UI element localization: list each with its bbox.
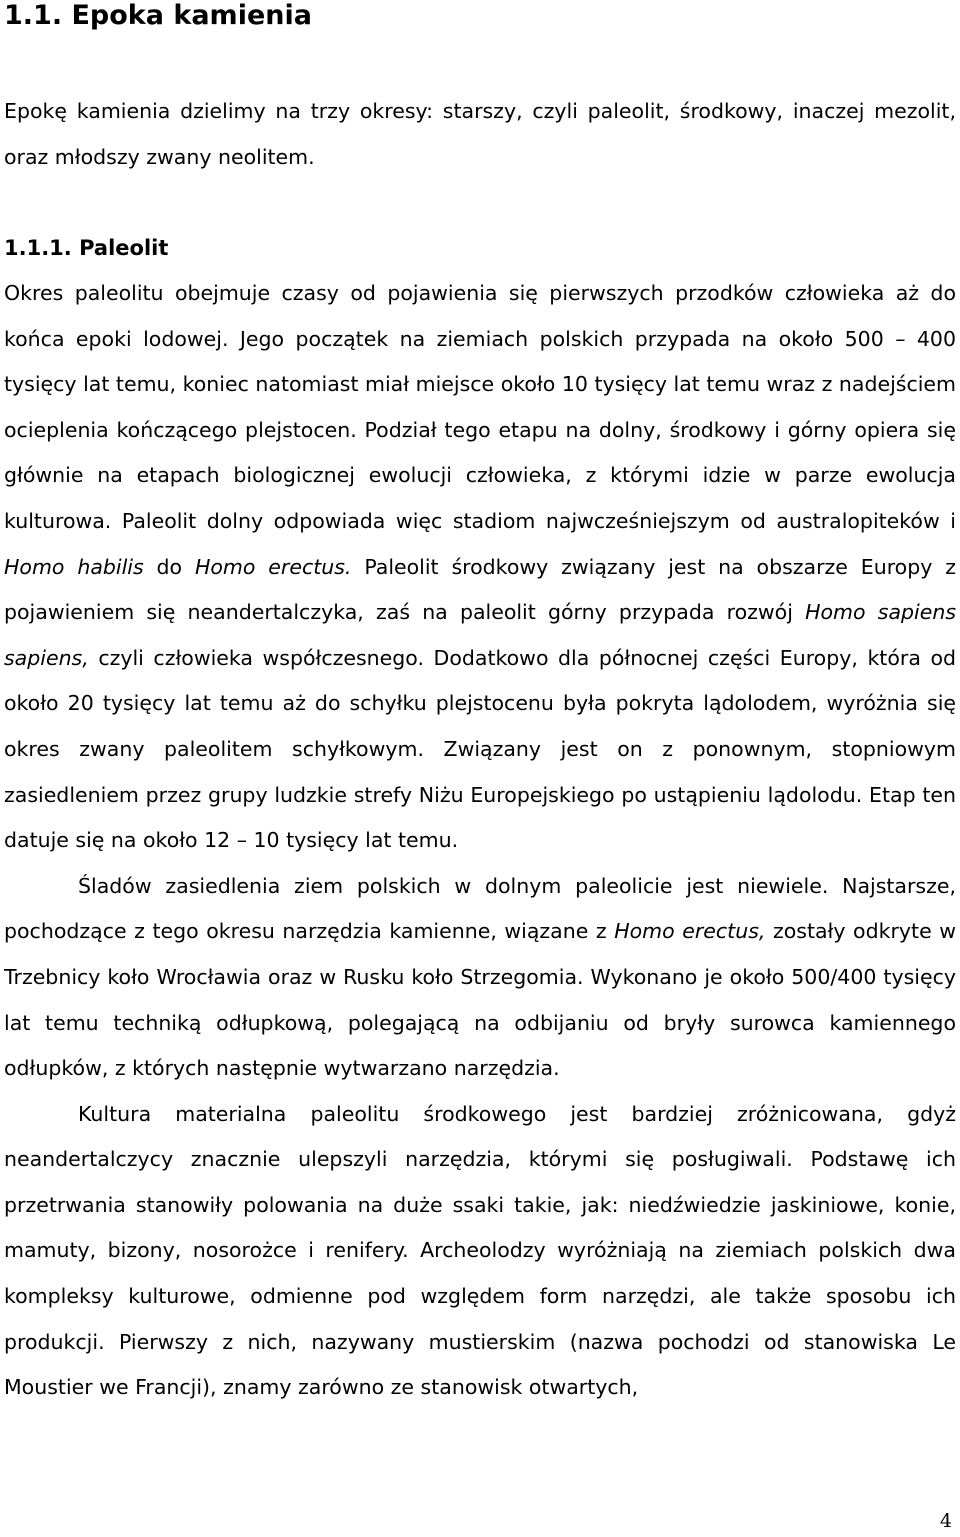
paragraph-1 bbox=[4, 271, 956, 864]
paragraph-1-text-2: do bbox=[143, 554, 195, 579]
intro-paragraph: Epokę kamienia dzielimy na trzy okresy: starszy, czyli paleolit, środkowy, inaczej mezolit, oraz młodszy zwany neolitem. bbox=[4, 99, 956, 169]
subsection-heading: 1.1.1. Paleolit bbox=[4, 236, 169, 260]
italic-homo-habilis: Homo habilis bbox=[4, 554, 144, 579]
paragraph-2-text-1: Śladów zasiedlenia ziem polskich w dolnym paleolicie jest niewiele. Najstarsze, pochodzące z tego okresu narzędzia kamienne, wiązane z bbox=[4, 873, 956, 944]
page-number: 4 bbox=[939, 1510, 952, 1532]
paragraph-2 bbox=[4, 864, 956, 1092]
italic-homo-erectus: Homo erectus. bbox=[194, 554, 352, 579]
italic-homo-sapiens: Homo sapiens sapiens, bbox=[4, 600, 956, 670]
paragraph-1-text-4: czyli człowieka współczesnego. Dodatkowo dla północnej części Europy, która od około 20 tysięcy lat temu aż do schyłku plejstocenu była pokryta lądolodem, wyróżnia się okres zwany paleolitem schyłkowym. Związany jest on z ponownym, stopniowym zasiedleniem przez grupy ludzkie strefy Niżu Europejskiego po ustąpieniu lądolodu. Etap ten datuje się na około 12 – 10 tysięcy lat temu. bbox=[4, 645, 956, 853]
section-heading: 1.1. Epoka kamienia bbox=[4, 0, 312, 31]
paragraph-1-text-1: Okres paleolitu obejmuje czasy od pojawienia się pierwszych przodków człowieka aż do końca epoki lodowej. Jego początek na ziemiach polskich przypada na około 500 – 400 tysięcy lat temu, koniec natomiast miał miejsce około 10 tysięcy lat temu wraz z nadejściem ocieplenia kończącego plejstocen. Podział tego etapu na dolny, środkowy i górny opiera się głównie na etapach biologicznej ewolucji człowieka, z którymi idzie w parze ewolucja kulturowa. Paleolit dolny odpowiada więc stadiom najwcześniejszym od australopiteków i bbox=[4, 281, 956, 533]
paragraph-3: Kultura materialna paleolitu środkowego jest bardziej zróżnicowana, gdyż neandertalczycy znacznie ulepszyli narzędzia, którymi się posługiwali. Podstawę ich przetrwania stanowiły polowania na duże ssaki takie, jak: niedźwiedzie jaskiniowe, konie, mamuty, bizony, nosorożce i renifery. Archeolodzy wyróżniają na ziemiach polskich dwa kompleksy kulturowe, odmienne pod względem form narzędzi, ale także sposobu ich produkcji. Pierwszy z nich, nazywany mustierskim (nazwa pochodzi od stanowiska Le Moustier we Francji), znamy zarówno ze stanowisk otwartych, bbox=[4, 1101, 956, 1400]
paragraph-2-text-2: zostały odkryte w Trzebnicy koło Wrocławia oraz w Rusku koło Strzegomia. Wykonano je około 500/400 tysięcy lat temu techniką odłupkową, polegającą na odbijaniu od bryły surowca kamiennego odłupków, z których następnie wytwarzano narzędzia. bbox=[4, 919, 957, 1081]
paragraph-1-text-3: Paleolit środkowy związany jest na obszarze Europy z pojawieniem się neandertalczyka, zaś na paleolit górny przypada rozwój bbox=[4, 554, 956, 625]
italic-homo-erectus-2: Homo erectus, bbox=[614, 919, 766, 944]
body-text bbox=[4, 271, 956, 1411]
